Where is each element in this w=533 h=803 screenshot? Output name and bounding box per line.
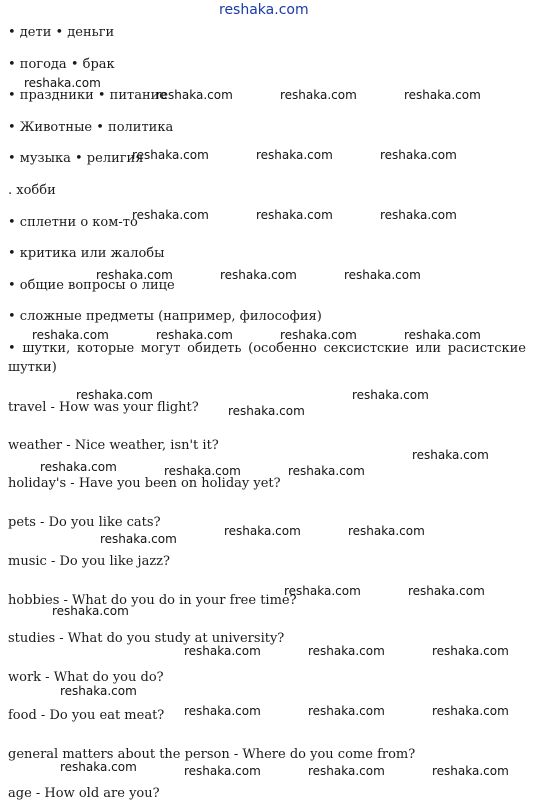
watermark: reshaka.com	[308, 764, 385, 778]
watermark: reshaka.com	[32, 328, 109, 342]
example-line: work - What do you do?	[8, 670, 164, 685]
watermark: reshaka.com	[404, 328, 481, 342]
watermark: reshaka.com	[156, 328, 233, 342]
watermark: reshaka.com	[164, 464, 241, 478]
example-line: hobbies - What do you do in your free time?	[8, 593, 297, 608]
watermark: reshaka.com	[352, 388, 429, 402]
topic-item: • Животные • политика	[8, 120, 174, 135]
watermark: reshaka.com	[288, 464, 365, 478]
watermark: reshaka.com	[280, 88, 357, 102]
example-line: music - Do you like jazz?	[8, 554, 170, 569]
watermark: reshaka.com	[40, 460, 117, 474]
watermark: reshaka.com	[308, 644, 385, 658]
watermark: reshaka.com	[228, 404, 305, 418]
watermark: reshaka.com	[256, 148, 333, 162]
watermark: reshaka.com	[52, 604, 129, 618]
topic-item: . хобби	[8, 183, 56, 198]
watermark: reshaka.com	[96, 268, 173, 282]
topic-item: • общие вопросы о лице	[8, 278, 175, 293]
watermark: reshaka.com	[432, 704, 509, 718]
watermark: reshaka.com	[348, 524, 425, 538]
watermark: reshaka.com	[184, 764, 261, 778]
example-line: general matters about the person - Where do you come from?	[8, 747, 416, 762]
watermark: reshaka.com	[412, 448, 489, 462]
site-title: reshaka.com	[219, 2, 309, 18]
example-line: holiday's - Have you been on holiday yet?	[8, 476, 281, 491]
example-line: travel - How was your flight?	[8, 400, 199, 415]
topic-item: • дети • деньги	[8, 25, 115, 40]
topic-item-long: • шутки, которые могут обидеть (особенно сексистские или расистские шутки)	[8, 341, 526, 375]
example-line: age - How old are you?	[8, 786, 160, 801]
watermark: reshaka.com	[256, 208, 333, 222]
watermark: reshaka.com	[156, 88, 233, 102]
watermark: reshaka.com	[184, 704, 261, 718]
watermark: reshaka.com	[132, 148, 209, 162]
topic-item: • праздники • питание	[8, 88, 167, 103]
watermark: reshaka.com	[184, 644, 261, 658]
topic-item: • погода • брак	[8, 57, 115, 72]
example-line: pets - Do you like cats?	[8, 515, 161, 530]
watermark: reshaka.com	[60, 760, 137, 774]
watermark: reshaka.com	[432, 764, 509, 778]
watermark: reshaka.com	[404, 88, 481, 102]
watermark: reshaka.com	[344, 268, 421, 282]
watermark: reshaka.com	[76, 388, 153, 402]
watermark: reshaka.com	[284, 584, 361, 598]
topic-item: • сложные предметы (например, философия)	[8, 309, 322, 324]
watermark: reshaka.com	[220, 268, 297, 282]
example-line: food - Do you eat meat?	[8, 708, 165, 723]
watermark: reshaka.com	[380, 148, 457, 162]
watermark: reshaka.com	[380, 208, 457, 222]
watermark: reshaka.com	[280, 328, 357, 342]
watermark: reshaka.com	[24, 76, 101, 90]
topic-item: • музыка • религия	[8, 151, 144, 166]
watermark: reshaka.com	[100, 532, 177, 546]
watermark: reshaka.com	[224, 524, 301, 538]
watermark: reshaka.com	[132, 208, 209, 222]
topic-item: • сплетни о ком-то	[8, 215, 138, 230]
watermark: reshaka.com	[432, 644, 509, 658]
example-line: studies - What do you study at university?	[8, 631, 285, 646]
watermark: reshaka.com	[60, 684, 137, 698]
watermark: reshaka.com	[308, 704, 385, 718]
watermark: reshaka.com	[408, 584, 485, 598]
topic-item: • критика или жалобы	[8, 246, 165, 261]
example-line: weather - Nice weather, isn't it?	[8, 438, 219, 453]
